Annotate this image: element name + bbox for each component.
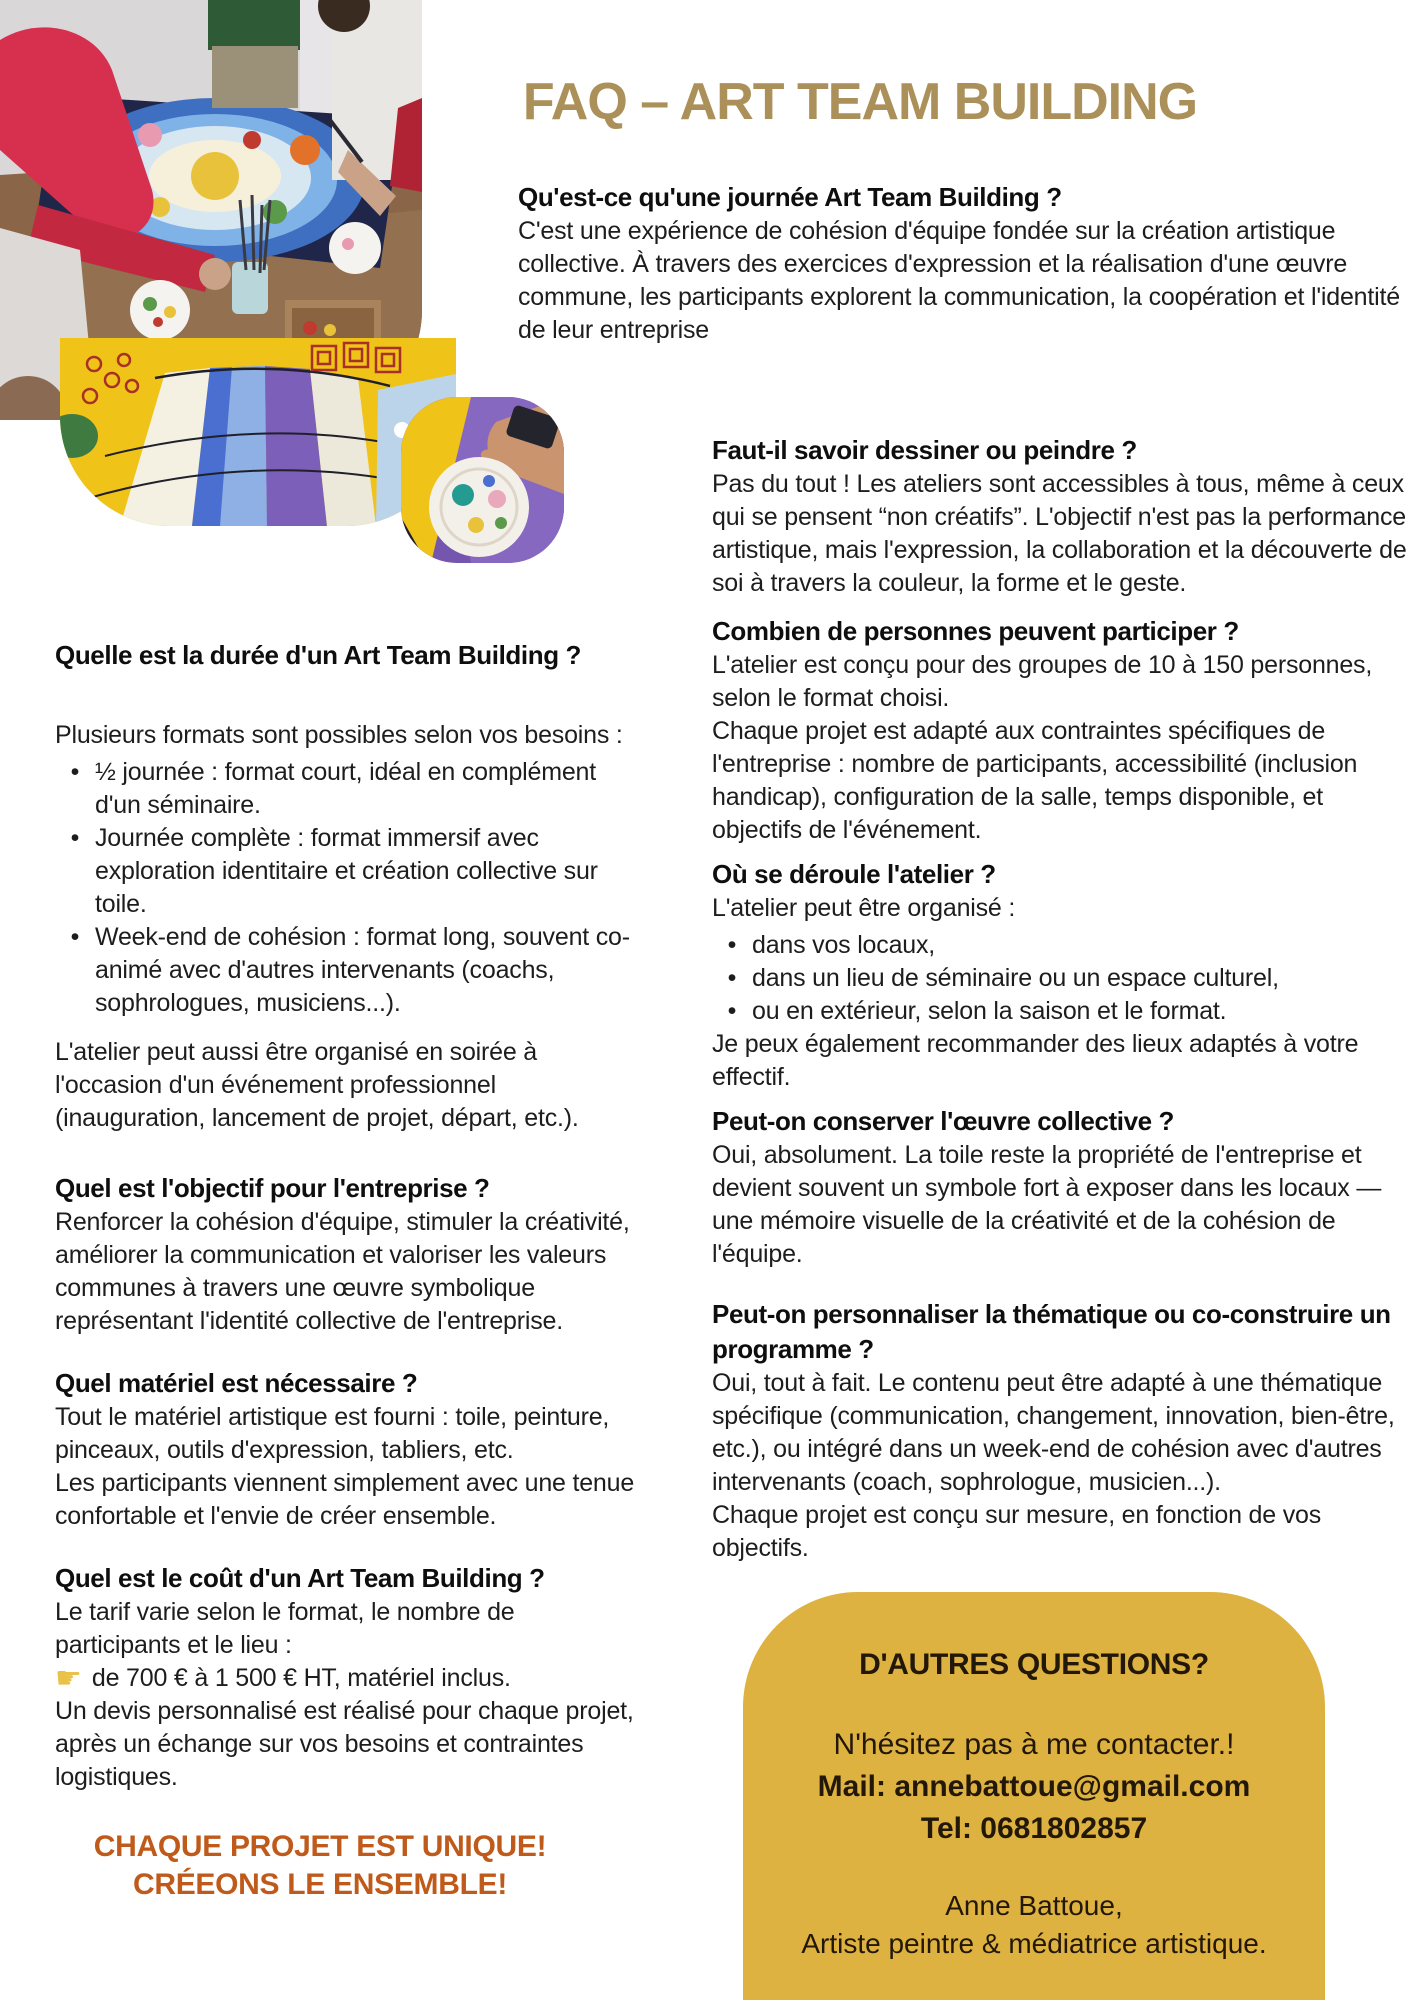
answer-text: Les participants viennent simplement avec une tenue confortable et l'envie de créer ensemble. bbox=[55, 1469, 635, 1530]
painted-canvas-scene bbox=[60, 338, 456, 526]
bullet-text: dans vos locaux, bbox=[752, 931, 936, 959]
bullet-item bbox=[712, 929, 1412, 962]
contact-invite: N'hésitez pas à me contacter.! bbox=[833, 1728, 1235, 1761]
page-title: FAQ – ART TEAM BUILDING bbox=[522, 73, 1198, 131]
contact-title: D'AUTRES QUESTIONS? bbox=[859, 1648, 1209, 1681]
bullet-icon: • bbox=[727, 964, 737, 992]
answer-text: Renforcer la cohésion d'équipe, stimuler la créativité, améliorer la communication et valoriser les valeurs communes à travers une œuvre symbolique représentant l'identité collective de l'entreprise. bbox=[55, 1208, 630, 1335]
bullet-item bbox=[55, 822, 643, 921]
bullet-icon: • bbox=[727, 997, 737, 1025]
answer-text: L'atelier peut être organisé : bbox=[712, 894, 1016, 922]
answer-text: Pas du tout ! Les ateliers sont accessibles à tous, même à ceux qui se pensent “non créatifs”. L'objectif n'est pas la performance artistique, mais l'expression, la collaboration et la découverte de soi à travers la couleur, la forme et le geste. bbox=[712, 470, 1407, 597]
question-heading: Peut-on conserver l'œuvre collective ? bbox=[712, 1106, 1175, 1136]
contact-role: Artiste peintre & médiatrice artistique. bbox=[801, 1928, 1267, 1959]
bullet-icon: • bbox=[70, 758, 80, 786]
bullet-text: dans un lieu de séminaire ou un espace culturel, bbox=[752, 964, 1279, 992]
faq-section-participants bbox=[712, 614, 1412, 847]
bullet-icon: • bbox=[727, 931, 737, 959]
contact-box bbox=[743, 1592, 1325, 2000]
answer-text: L'atelier est conçu pour des groupes de 10 à 150 personnes, selon le format choisi. bbox=[712, 651, 1373, 712]
answer-text: Oui, tout à fait. Le contenu peut être adapté à une thématique spécifique (communication, changement, innovation, bien-être, etc.), ou intégré dans un week-end de cohésion avec d'autres intervenants (coach, sophrologue, musicien...). bbox=[712, 1369, 1395, 1496]
answer-text: Je peux également recommander des lieux adaptés à votre effectif. bbox=[712, 1030, 1359, 1091]
question-heading: Combien de personnes peuvent participer ? bbox=[712, 616, 1239, 646]
answer-text: C'est une expérience de cohésion d'équipe fondée sur la création artistique collective. À travers des exercices d'expression et la réalisation d'une œuvre commune, les participants explorent la communication, la coopération et l'identité de leur entreprise bbox=[518, 217, 1400, 344]
question-heading: Qu'est-ce qu'une journée Art Team Building ? bbox=[518, 182, 1062, 212]
faq-section-cost bbox=[55, 1561, 643, 1794]
faq-section-customization bbox=[712, 1297, 1412, 1565]
bullet-item bbox=[55, 921, 643, 1020]
hand-palette-photo bbox=[401, 397, 564, 563]
bullet-list bbox=[55, 756, 643, 1020]
contact-email: Mail: annebattoue@gmail.com bbox=[817, 1770, 1251, 1803]
right-column bbox=[712, 433, 1412, 1565]
faq-section-duration bbox=[55, 638, 643, 1135]
faq-section-location bbox=[712, 857, 1412, 1094]
callout-banner bbox=[55, 1828, 585, 1904]
faq-intro-section bbox=[518, 180, 1414, 347]
question-heading: Où se déroule l'atelier ? bbox=[712, 859, 996, 889]
answer-text: L'atelier peut aussi être organisé en soirée à l'occasion d'un événement professionnel (inauguration, lancement de projet, départ, etc.). bbox=[55, 1038, 579, 1132]
question-heading: Quelle est la durée d'un Art Team Building ? bbox=[55, 640, 581, 670]
bullet-text: ½ journée : format court, idéal en complément d'un séminaire. bbox=[95, 758, 596, 819]
faq-section-material bbox=[55, 1366, 643, 1533]
contact-phone: Tel: 0681802857 bbox=[920, 1812, 1148, 1845]
question-heading: Quel est l'objectif pour l'entreprise ? bbox=[55, 1173, 490, 1203]
bullet-text: Journée complète : format immersif avec exploration identitaire et création collective sur toile. bbox=[95, 824, 598, 918]
bullet-icon: • bbox=[70, 923, 80, 951]
price-text: de 700 € à 1 500 € HT, matériel inclus. bbox=[91, 1664, 511, 1692]
answer-text: Le tarif varie selon le format, le nombre de participants et le lieu : bbox=[55, 1598, 515, 1659]
question-heading: Quel matériel est nécessaire ? bbox=[55, 1368, 418, 1398]
bullet-item bbox=[712, 995, 1412, 1028]
faq-section-artwork bbox=[712, 1104, 1412, 1271]
bullet-text: ou en extérieur, selon la saison et le format. bbox=[752, 997, 1227, 1025]
contact-name: Anne Battoue, bbox=[945, 1890, 1123, 1921]
answer-text: Tout le matériel artistique est fourni : toile, peinture, pinceaux, outils d'expression, tabliers, etc. bbox=[55, 1403, 610, 1464]
callout-line-2: CRÉEONS LE ENSEMBLE! bbox=[132, 1868, 508, 1901]
bullet-text: Week-end de cohésion : format long, souvent co-animé avec d'autres intervenants (coachs, sophrologues, musiciens...). bbox=[95, 923, 630, 1017]
bullet-icon: • bbox=[70, 824, 80, 852]
callout-line-1: CHAQUE PROJET EST UNIQUE! bbox=[93, 1830, 547, 1863]
bullet-item bbox=[55, 756, 643, 822]
question-heading: Quel est le coût d'un Art Team Building ? bbox=[55, 1563, 545, 1593]
question-heading: Faut-il savoir dessiner ou peindre ? bbox=[712, 435, 1137, 465]
answer-text: Un devis personnalisé est réalisé pour chaque projet, après un échange sur vos besoins et contraintes logistiques. bbox=[55, 1697, 634, 1791]
bullet-item bbox=[712, 962, 1412, 995]
hand-with-paint-plate-scene bbox=[401, 397, 564, 563]
answer-text: Oui, absolument. La toile reste la propriété de l'entreprise et devient souvent un symbole fort à exposer dans les locaux — une mémoire visuelle de la créativité et de la cohésion de l'équipe. bbox=[712, 1141, 1382, 1268]
answer-text: Plusieurs formats sont possibles selon vos besoins : bbox=[55, 721, 623, 749]
faq-section-objective bbox=[55, 1171, 643, 1338]
price-row bbox=[55, 1662, 643, 1695]
question-heading: Peut-on personnaliser la thématique ou co-construire un programme ? bbox=[712, 1299, 1391, 1364]
answer-text: Chaque projet est adapté aux contraintes spécifiques de l'entreprise : nombre de participants, accessibilité (inclusion handicap), configuration de la salle, temps disponible, et objectifs de l'événement. bbox=[712, 717, 1358, 844]
pointing-hand-icon: ☛ bbox=[55, 1662, 82, 1695]
faq-section-drawing bbox=[712, 433, 1412, 600]
bullet-list bbox=[712, 929, 1412, 1028]
canvas-closeup-photo bbox=[60, 338, 456, 526]
answer-text: Chaque projet est conçu sur mesure, en fonction de vos objectifs. bbox=[712, 1501, 1321, 1562]
left-column bbox=[55, 638, 643, 1794]
